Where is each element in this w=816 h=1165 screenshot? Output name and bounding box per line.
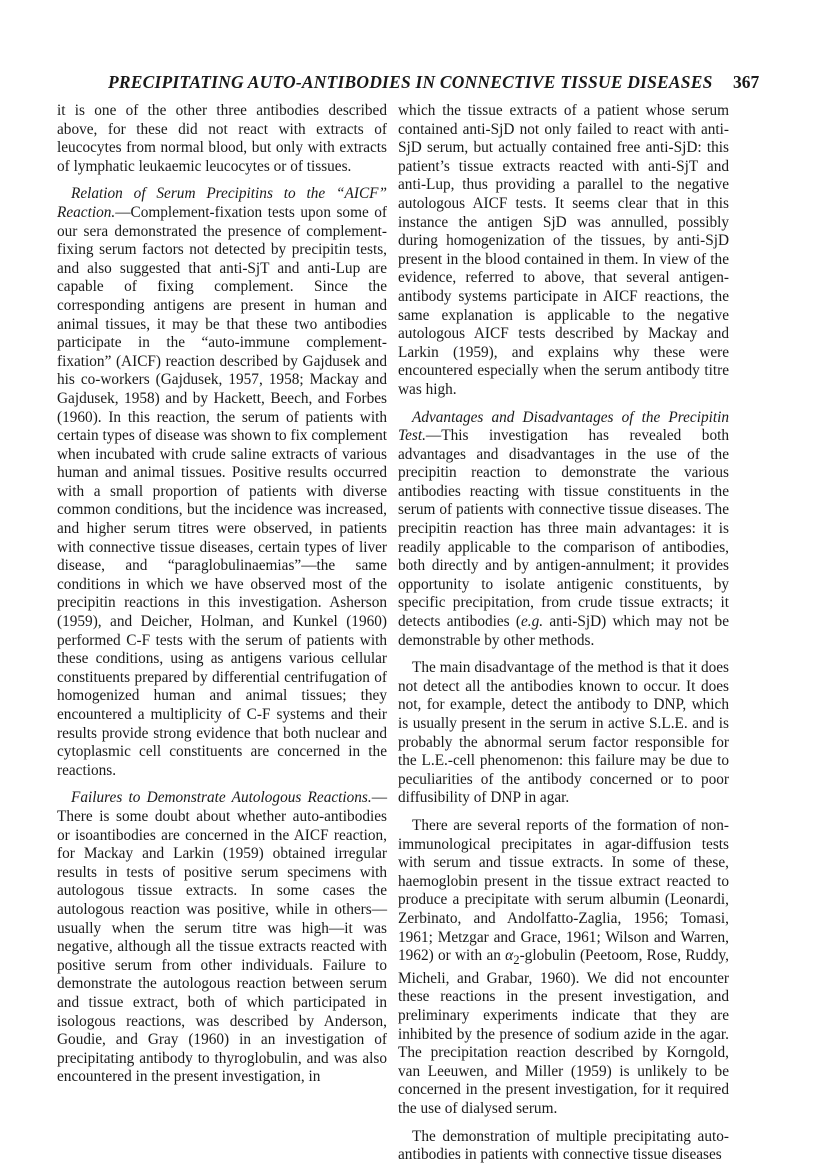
alpha-subscript: 2 [513,953,520,968]
alpha-symbol: α [505,947,514,965]
paragraph-body: anti-SjD) which may not be demonstrable by other methods. [398,613,729,649]
paragraph-body: —There is some doubt about whether auto-antibodies or isoantibodies are concerned in the AICF reaction, for Mackay and Larkin (1959) obtained irregular results in tests of positive serum specimens with autologous tissue extracts. In some cases the autologous reaction was positive, while in others—usually when the serum titre was high—it was negative, although all the tissue extracts reacted with positive serum from other individuals. Failure to demonstrate the autologous reaction between serum and tissue extract, both of which participated in isologous reactions, was described by Anderson, Goudie, and Gray (1960) in an investigation of precipitating antibody to thyroglobulin, and was also encountered in the present investigation, in [57,789,387,1086]
right-column [398,102,729,1165]
left-column [57,102,387,1087]
section-heading-aicf: Relation of Serum Precipitins to the “AICF” Reaction. [57,185,387,221]
paragraph-aicf-reaction [57,185,387,780]
paragraph-demonstration: The demonstration of multiple precipitating auto-antibodies in patients with connective tissue diseases [398,1127,729,1164]
paragraph-body: —Complement-fixation tests upon some of our sera demonstrated the presence of complement-fixing serum factors not detected by precipitin tests, and also suggested that anti-SjT and anti-Lup are capable of fixing complement. Since the corresponding antigens are present in human and animal tissues, it may be that these two antibodies participate in the “auto-immune complement-fixation” (AICF) reaction described by Gajdusek and his co-workers (Gajdusek, 1957, 1958; Mackay and Gajdusek, 1958) and by Hackett, Beech, and Forbes (1960). In this reaction, the serum of patients with certain types of disease was shown to fix complement when incubated with crude saline extracts of various human and animal tissues. Positive results occurred with a small proportion of patients with diverse common conditions, but the incidence was increased, and higher serum titres were observed, in patients with connective tissue diseases, certain types of liver disease, and “paraglobulinaemias”—the same conditions in which we have observed most of the precipitin reactions in this investigation. Asherson (1959), and Deicher, Holman, and Kunkel (1960) performed C-F tests with the serum of patients with these conditions, using as antigens various cellular constituents prepared by differential centrifugation of homogenized human and animal tissues; they encountered a multiplicity of C-F systems and their results provide strong evidence that both nuclear and cytoplasmic cell constituents are concerned in the reactions. [57,203,387,779]
paragraph-non-immunological [398,817,729,1119]
paragraph-body: -globulin (Peetoom, Rose, Ruddy, Micheli, and Grabar, 1960). We did not encounter these reactions in the present investigation, and preliminary experiments indicate that they are inhibited by the presence of sodium azide in the agar. The precipitation reaction described by Korngold, van Leeuwen, and Miller (1959) is unlikely to be concerned in the present investigation, for it required the use of dialysed serum. [398,947,729,1117]
paragraph-body: —This investigation has revealed both advantages and disadvantages in the use of the precipitin reaction to demonstrate the various antibodies reacting with tissue constituents in the serum of patients with connective tissue diseases. The precipitin reaction has three main advantages: it is readily applicable to the comparison of antibodies, both directly and by antigen-annulment; it provides opportunity to isolate antigenic constituents, by specific precipitation, from crude tissue extracts; it detects antibodies ( [398,427,729,631]
section-heading-autologous: Failures to Demonstrate Autologous Reactions. [71,789,372,807]
paragraph-body: There are several reports of the formation of non-immunological precipitates in agar-diffusion tests with serum and tissue extracts. In some of these, haemoglobin present in the tissue extract reacted to produce a precipitate with serum albumin (Leonardi, Zerbinato, and Andolfatto-Zaglia, 1956; Tomasi, 1961; Metzgar and Grace, 1961; Wilson and Warren, 1962) or with an [398,816,729,965]
running-head: PRECIPITATING AUTO-ANTIBODIES IN CONNECTIVE TISSUE DISEASES [108,72,713,92]
paragraph-disadvantage: The main disadvantage of the method is that it does not detect all the antibodies known to occur. It does not, for example, detect the antibody to DNP, which is usually present in the serum in active S.L.E. and is probably the abnormal serum factor responsible for the L.E.-cell phenomenon: this failure may be due to peculiarities of the antibody concerned or to poor diffusibility of DNP in agar. [398,659,729,807]
section-heading-advantages: Advantages and Disadvantages of the Precipitin Test. [398,408,729,445]
paragraph-continuation: it is one of the other three antibodies described above, for these did not react with extracts of leucocytes from normal blood, but only with extracts of lymphatic leukaemic leucocytes or of tissues. [57,102,387,175]
paragraph-autologous-reactions [57,789,387,1087]
paragraph-continuation: which the tissue extracts of a patient whose serum contained anti-SjD not only failed to react with anti-SjD serum, but actually contained free anti-SjD: this patient’s tissue extracts reacted with anti-SjT and anti-Lup, thus providing a parallel to the negative autologous AICF tests. It seems clear that in this instance the antigen SjD was annulled, possibly during homogenization of the tissues, by anti-SjD present in the blood contained in them. In view of the evidence, referred to above, that several antigen-antibody systems participate in AICF reactions, the same explanation is applicable to the negative autologous AICF tests described by Mackay and Larkin (1959), and explains why these were encountered especially when the serum antibody titre was high. [398,102,729,398]
page-number: 367 [733,72,760,92]
abbrev-eg: e.g. [520,613,544,631]
paragraph-advantages [398,409,729,651]
